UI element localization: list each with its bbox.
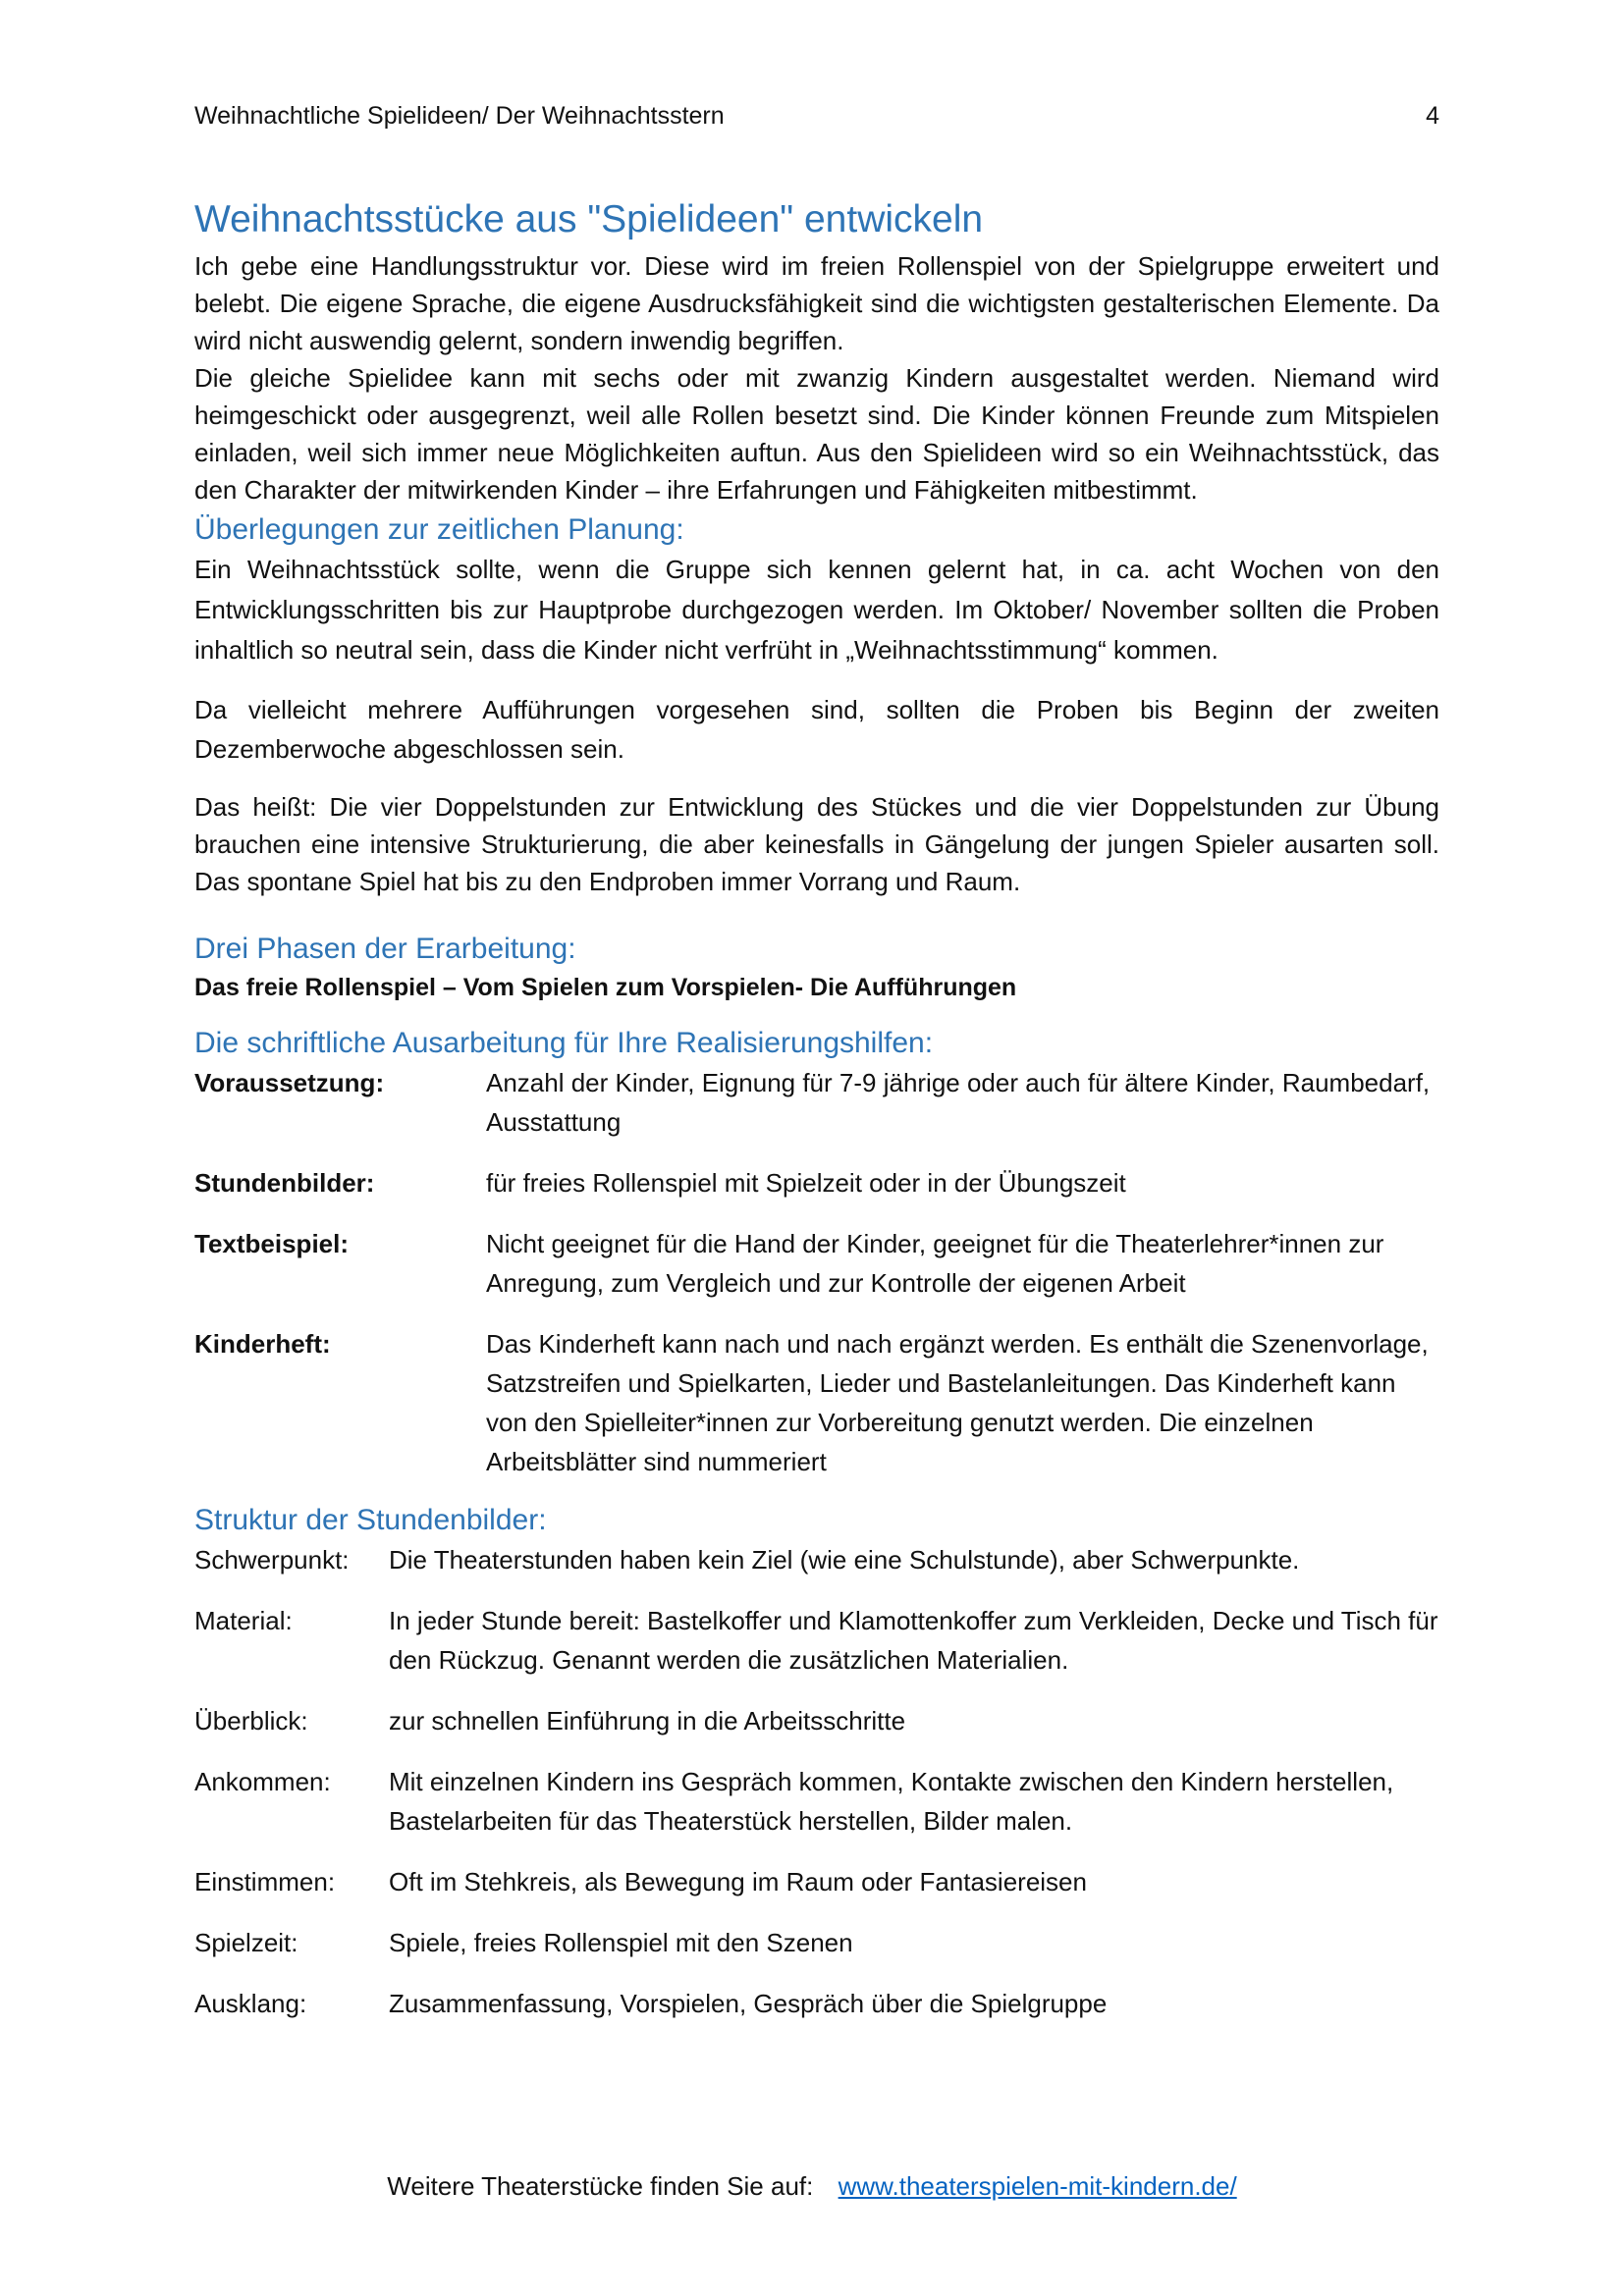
phases-subtitle: Das freie Rollenspiel – Vom Spielen zum Vorspielen- Die Aufführungen xyxy=(194,974,1017,1001)
structure-label: Ausklang: xyxy=(194,1989,307,2018)
elaboration-text: Nicht geeignet für die Hand der Kinder, geeignet für die Theaterlehrer*innen zur Anregung, zum Vergleich und zur Kontrolle der eigenen Arbeit xyxy=(486,1229,1384,1298)
elaboration-text: Anzahl der Kinder, Eignung für 7-9 jährige oder auch für ältere Kinder, Raumbedarf, Ausstattung xyxy=(486,1068,1431,1137)
intro-paragraph-2: Die gleiche Spielidee kann mit sechs oder mit zwanzig Kindern ausgestaltet werden. Niemand wird heimgeschickt oder ausgegrenzt, weil alle Rollen besetzt sind. Die Kinder können Freunde zum Mitspielen einladen, weil sich immer neue Möglichkeiten auftun. Aus den Spielideen wird so ein Weihnachtsstück, das den Charakter der mitwirkenden Kinder – ihre Erfahrungen und Fähigkeiten mitbestimmt. xyxy=(194,363,1439,505)
structure-text: Die Theaterstunden haben kein Ziel (wie eine Schulstunde), aber Schwerpunkte. xyxy=(389,1545,1300,1575)
structure-text: zur schnellen Einführung in die Arbeitsschritte xyxy=(389,1706,906,1735)
planning-paragraph-2: Da vielleicht mehrere Aufführungen vorgesehen sind, sollten die Proben bis Beginn der zweiten Dezemberwoche abgeschlossen sein. xyxy=(194,695,1439,764)
page-content xyxy=(194,192,1439,2023)
footer-text: Weitere Theaterstücke finden Sie auf: xyxy=(387,2171,814,2201)
planning-paragraph-3: Das heißt: Die vier Doppelstunden zur Entwicklung des Stückes und die vier Doppelstunden zur Übung brauchen eine intensive Strukturierung, die aber keinesfalls in Gängelung der jungen Spieler ausarten soll. Das spontane Spiel hat bis zu den Endproben immer Vorrang und Raum. xyxy=(194,792,1439,896)
elaboration-label: Kinderheft: xyxy=(194,1329,331,1359)
planning-paragraph-1: Ein Weihnachtsstück sollte, wenn die Gruppe sich kennen gelernt hat, in ca. acht Wochen von den Entwicklungsschritten bis zur Hauptprobe durchgezogen werden. Im Oktober/ November sollten die Proben inhaltlich so neutral sein, dass die Kinder nicht verfrüht in „Weihnachtsstimmung“ kommen. xyxy=(194,555,1439,665)
structure-label: Überblick: xyxy=(194,1706,308,1735)
structure-label: Schwerpunkt: xyxy=(194,1545,350,1575)
structure-label: Ankommen: xyxy=(194,1767,331,1796)
elaboration-table xyxy=(194,1063,1439,1481)
planning-heading: Überlegungen zur zeitlichen Planung: xyxy=(194,513,684,546)
footer-link[interactable]: www.theaterspielen-mit-kindern.de/ xyxy=(838,2171,1237,2201)
elaboration-label: Stundenbilder: xyxy=(194,1168,375,1198)
structure-text: Zusammenfassung, Vorspielen, Gespräch über die Spielgruppe xyxy=(389,1989,1108,2018)
structure-table xyxy=(194,1540,1439,2023)
elaboration-heading: Die schriftliche Ausarbeitung für Ihre Realisierungshilfen: xyxy=(194,1027,934,1059)
structure-heading: Struktur der Stundenbilder: xyxy=(194,1504,547,1536)
page-header xyxy=(194,102,1439,135)
page-footer xyxy=(0,2171,1624,2202)
elaboration-text: für freies Rollenspiel mit Spielzeit oder in der Übungszeit xyxy=(486,1168,1126,1198)
main-heading: Weihnachtsstücke aus "Spielideen" entwickeln xyxy=(194,198,984,240)
structure-text: Oft im Stehkreis, als Bewegung im Raum oder Fantasiereisen xyxy=(389,1867,1087,1896)
structure-label: Material: xyxy=(194,1606,293,1635)
header-title: Weihnachtliche Spielideen/ Der Weihnachtsstern xyxy=(194,102,725,130)
structure-label: Einstimmen: xyxy=(194,1867,336,1896)
structure-text: Mit einzelnen Kindern ins Gespräch kommen, Kontakte zwischen den Kindern herstellen, Bastelarbeiten für das Theaterstück herstellen, Bilder malen. xyxy=(389,1767,1394,1836)
elaboration-label: Textbeispiel: xyxy=(194,1229,350,1258)
intro-paragraph-1: Ich gebe eine Handlungsstruktur vor. Diese wird im freien Rollenspiel von der Spielgruppe erweitert und belebt. Die eigene Sprache, die eigene Ausdrucksfähigkeit sind die wichtigsten gestalterischen Elemente. Da wird nicht auswendig gelernt, sondern inwendig begriffen. xyxy=(194,251,1439,355)
structure-text: In jeder Stunde bereit: Bastelkoffer und Klamottenkoffer zum Verkleiden, Decke und Tisch für den Rückzug. Genannt werden die zusätzlichen Materialien. xyxy=(389,1606,1438,1675)
phases-heading: Drei Phasen der Erarbeitung: xyxy=(194,933,576,965)
structure-label: Spielzeit: xyxy=(194,1928,298,1957)
elaboration-label: Voraussetzung: xyxy=(194,1068,385,1097)
page-number: 4 xyxy=(1426,102,1439,130)
elaboration-text: Das Kinderheft kann nach und nach ergänzt werden. Es enthält die Szenenvorlage, Satzstreifen und Spielkarten, Lieder und Bastelanleitungen. Das Kinderheft kann von den Spielleiter*innen zur Vorbereitung genutzt werden. Die einzelnen Arbeitsblätter sind nummeriert xyxy=(486,1329,1429,1476)
structure-text: Spiele, freies Rollenspiel mit den Szenen xyxy=(389,1928,853,1957)
